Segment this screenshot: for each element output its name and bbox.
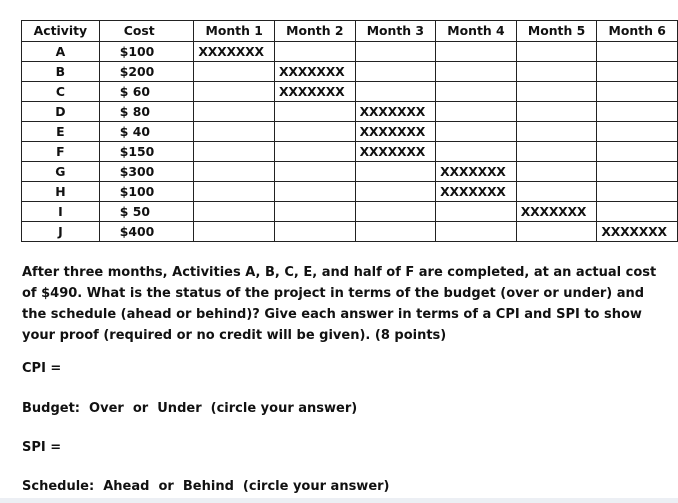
- month-2-cell: [274, 182, 355, 202]
- cost-cell: $ 40: [99, 122, 194, 142]
- budget-answer-line: Budget: Over or Under (circle your answer): [22, 401, 358, 416]
- month-1-cell: [194, 82, 275, 102]
- month-4-cell: [436, 202, 517, 222]
- header-activity: Activity: [22, 21, 100, 42]
- header-month-4: Month 4: [436, 21, 517, 42]
- table-row: [22, 62, 678, 82]
- cpi-answer-line: CPI =: [22, 361, 62, 376]
- activity-cell: H: [22, 182, 100, 202]
- table-row: [22, 222, 678, 242]
- month-2-cell: [274, 222, 355, 242]
- table-row: [22, 122, 678, 142]
- month-6-cell: [597, 202, 678, 222]
- month-4-cell: [436, 122, 517, 142]
- month-4-cell: [436, 82, 517, 102]
- month-2-cell: [274, 202, 355, 222]
- month-5-cell: [516, 222, 597, 242]
- month-4-cell: [436, 42, 517, 62]
- month-3-cell: XXXXXXX: [355, 122, 436, 142]
- month-3-cell: [355, 182, 436, 202]
- month-6-cell: XXXXXXX: [597, 222, 678, 242]
- month-6-cell: [597, 182, 678, 202]
- month-1-cell: [194, 222, 275, 242]
- month-6-cell: [597, 62, 678, 82]
- month-5-cell: [516, 162, 597, 182]
- month-3-cell: [355, 42, 436, 62]
- header-month-3: Month 3: [355, 21, 436, 42]
- month-3-cell: [355, 82, 436, 102]
- month-5-cell: XXXXXXX: [516, 202, 597, 222]
- month-2-cell: XXXXXXX: [274, 62, 355, 82]
- activity-schedule-table: [21, 20, 678, 242]
- month-1-cell: [194, 142, 275, 162]
- month-2-cell: XXXXXXX: [274, 82, 355, 102]
- activity-cell: E: [22, 122, 100, 142]
- month-4-cell: [436, 62, 517, 82]
- month-3-cell: [355, 202, 436, 222]
- activity-cell: A: [22, 42, 100, 62]
- header-month-5: Month 5: [516, 21, 597, 42]
- activity-cell: F: [22, 142, 100, 162]
- month-5-cell: [516, 142, 597, 162]
- activity-cell: D: [22, 102, 100, 122]
- cost-cell: $400: [99, 222, 194, 242]
- question-text: After three months, Activities A, B, C, E, and half of F are completed, at an actual cost of $490. What is the status of the project in terms of the budget (over or under) and the schedule (ahead or behind)? Give each answer in terms of a CPI and SPI to show your proof (required or no credit will be given). (8 points): [22, 265, 657, 343]
- cost-cell: $300: [99, 162, 194, 182]
- table-row: [22, 182, 678, 202]
- month-5-cell: [516, 42, 597, 62]
- month-5-cell: [516, 102, 597, 122]
- header-cost: Cost: [99, 21, 194, 42]
- month-4-cell: XXXXXXX: [436, 182, 517, 202]
- activity-cell: J: [22, 222, 100, 242]
- cost-cell: $ 60: [99, 82, 194, 102]
- month-1-cell: [194, 202, 275, 222]
- header-month-2: Month 2: [274, 21, 355, 42]
- table-row: [22, 82, 678, 102]
- cost-cell: $ 80: [99, 102, 194, 122]
- month-6-cell: [597, 122, 678, 142]
- table-row: [22, 102, 678, 122]
- cost-cell: $100: [99, 42, 194, 62]
- cost-cell: $150: [99, 142, 194, 162]
- month-1-cell: [194, 182, 275, 202]
- month-1-cell: [194, 122, 275, 142]
- month-5-cell: [516, 82, 597, 102]
- month-2-cell: [274, 162, 355, 182]
- month-2-cell: [274, 142, 355, 162]
- month-3-cell: [355, 162, 436, 182]
- month-1-cell: [194, 62, 275, 82]
- activity-cell: I: [22, 202, 100, 222]
- month-5-cell: [516, 182, 597, 202]
- table-row: [22, 202, 678, 222]
- month-6-cell: [597, 42, 678, 62]
- page-bottom-edge: [0, 498, 678, 503]
- month-4-cell: [436, 102, 517, 122]
- month-3-cell: [355, 62, 436, 82]
- month-5-cell: [516, 122, 597, 142]
- month-2-cell: [274, 122, 355, 142]
- month-6-cell: [597, 102, 678, 122]
- header-month-1: Month 1: [194, 21, 275, 42]
- month-1-cell: [194, 162, 275, 182]
- month-1-cell: XXXXXXX: [194, 42, 275, 62]
- activity-cell: B: [22, 62, 100, 82]
- month-6-cell: [597, 142, 678, 162]
- month-6-cell: [597, 82, 678, 102]
- schedule-answer-line: Schedule: Ahead or Behind (circle your answer): [22, 479, 390, 494]
- cost-cell: $200: [99, 62, 194, 82]
- month-2-cell: [274, 42, 355, 62]
- header-month-6: Month 6: [597, 21, 678, 42]
- month-5-cell: [516, 62, 597, 82]
- month-3-cell: XXXXXXX: [355, 142, 436, 162]
- table-row: [22, 142, 678, 162]
- month-3-cell: [355, 222, 436, 242]
- cost-cell: $100: [99, 182, 194, 202]
- month-4-cell: XXXXXXX: [436, 162, 517, 182]
- cost-cell: $ 50: [99, 202, 194, 222]
- table-header-row: [22, 21, 678, 42]
- activity-cell: C: [22, 82, 100, 102]
- month-6-cell: [597, 162, 678, 182]
- table-row: [22, 162, 678, 182]
- activity-cell: G: [22, 162, 100, 182]
- month-1-cell: [194, 102, 275, 122]
- month-4-cell: [436, 142, 517, 162]
- table-body: [22, 42, 678, 242]
- month-4-cell: [436, 222, 517, 242]
- month-2-cell: [274, 102, 355, 122]
- month-3-cell: XXXXXXX: [355, 102, 436, 122]
- spi-answer-line: SPI =: [22, 440, 62, 455]
- table-row: [22, 42, 678, 62]
